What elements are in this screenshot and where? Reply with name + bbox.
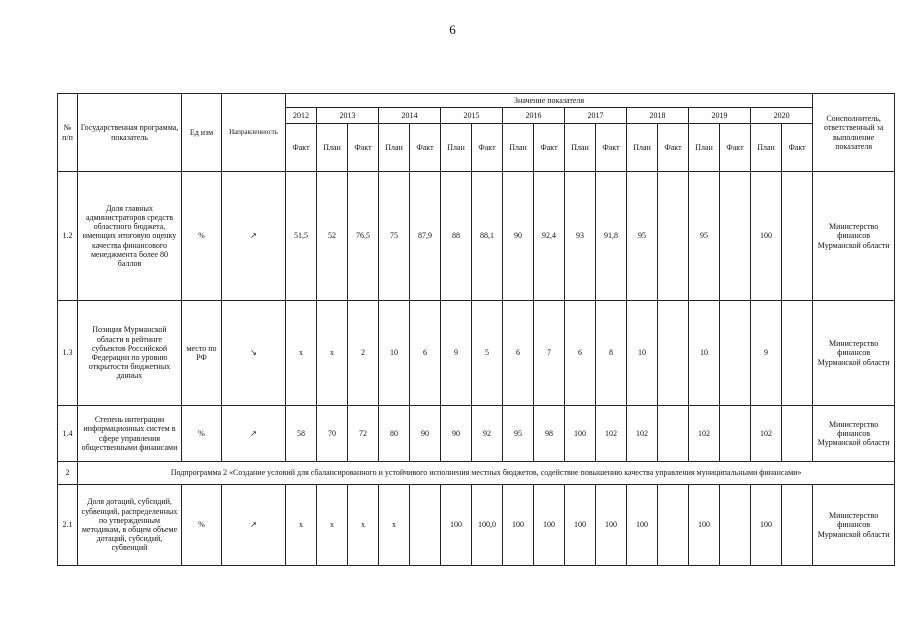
year-2013: 2013 xyxy=(317,108,379,124)
fact-2014: Факт xyxy=(410,124,441,172)
row-num: 2.1 xyxy=(58,485,78,566)
value-cell xyxy=(720,301,751,406)
arrow-up-right-icon: ↗ xyxy=(222,485,286,566)
page-number: 6 xyxy=(449,22,456,37)
header-program: Государственная программа, показатель xyxy=(78,94,182,172)
value-cell: 102 xyxy=(751,406,782,462)
value-cell: 10 xyxy=(689,301,720,406)
plan-2020: План xyxy=(751,124,782,172)
value-cell: x xyxy=(348,485,379,566)
value-cell: 51,5 xyxy=(286,172,317,301)
year-2015: 2015 xyxy=(441,108,503,124)
value-cell: 52 xyxy=(317,172,348,301)
value-cell: 72 xyxy=(348,406,379,462)
year-2012: 2012 xyxy=(286,108,317,124)
value-cell xyxy=(658,172,689,301)
unit-cell: место по РФ xyxy=(182,301,222,406)
row-num: 1.2 xyxy=(58,172,78,301)
value-cell: 10 xyxy=(379,301,410,406)
year-2018: 2018 xyxy=(627,108,689,124)
coexecutor-cell: Министерство финансов Мурманской области xyxy=(813,172,895,301)
value-cell: 2 xyxy=(348,301,379,406)
unit-cell: % xyxy=(182,485,222,566)
value-cell: 102 xyxy=(689,406,720,462)
value-cell: 91,8 xyxy=(596,172,627,301)
indicator-table xyxy=(57,93,895,566)
year-2020: 2020 xyxy=(751,108,813,124)
value-cell: 90 xyxy=(441,406,472,462)
row-num: 1.4 xyxy=(58,406,78,462)
unit-cell: % xyxy=(182,172,222,301)
value-cell xyxy=(782,301,813,406)
value-cell: 100 xyxy=(627,485,658,566)
value-cell: 100 xyxy=(441,485,472,566)
value-cell: 100 xyxy=(596,485,627,566)
plan-2015: План xyxy=(441,124,472,172)
value-cell: 75 xyxy=(379,172,410,301)
value-cell: 9 xyxy=(751,301,782,406)
indicator-name: Позиция Мурманской области в рейтинге субъектов Российской Федерации по уровню открытости бюджетных данных xyxy=(78,301,182,406)
value-cell: 93 xyxy=(565,172,596,301)
value-cell xyxy=(782,406,813,462)
value-cell: 100 xyxy=(689,485,720,566)
table-row xyxy=(58,301,895,406)
value-cell xyxy=(658,301,689,406)
fact-2013: Факт xyxy=(348,124,379,172)
fact-2017: Факт xyxy=(596,124,627,172)
value-cell: 102 xyxy=(627,406,658,462)
value-cell: 95 xyxy=(627,172,658,301)
value-cell: 8 xyxy=(596,301,627,406)
value-cell: 98 xyxy=(534,406,565,462)
value-cell: 70 xyxy=(317,406,348,462)
header-direction: Направленность xyxy=(222,94,286,172)
fact-2020: Факт xyxy=(782,124,813,172)
coexecutor-cell: Министерство финансов Мурманской области xyxy=(813,301,895,406)
plan-2013: План xyxy=(317,124,348,172)
indicator-name: Доля главных администраторов средств областного бюджета, имеющих итоговую оценку качества финансового менеджмента более 80 баллов xyxy=(78,172,182,301)
year-2016: 2016 xyxy=(503,108,565,124)
year-2017: 2017 xyxy=(565,108,627,124)
arrow-down-right-icon: ↘ xyxy=(222,301,286,406)
value-cell: 58 xyxy=(286,406,317,462)
table-row xyxy=(58,485,895,566)
value-cell: 95 xyxy=(503,406,534,462)
fact-2016: Факт xyxy=(534,124,565,172)
value-cell: 88 xyxy=(441,172,472,301)
value-cell: 100 xyxy=(534,485,565,566)
value-cell: 90 xyxy=(503,172,534,301)
year-2019: 2019 xyxy=(689,108,751,124)
plan-2019: План xyxy=(689,124,720,172)
arrow-up-right-icon: ↗ xyxy=(222,172,286,301)
value-cell xyxy=(410,485,441,566)
subprogram-title: Подпрограмма 2 «Создание условий для сбалансированного и устойчивого исполнения местных бюджетов, содействие повышению качества управления муниципальными финансами» xyxy=(78,462,895,485)
value-cell: 100 xyxy=(751,485,782,566)
table-row xyxy=(58,172,895,301)
value-cell xyxy=(782,172,813,301)
header-num: № п/п xyxy=(58,94,78,172)
table-row xyxy=(58,406,895,462)
value-cell: x xyxy=(317,485,348,566)
value-cell: 100 xyxy=(565,485,596,566)
value-cell xyxy=(720,485,751,566)
value-cell: 92 xyxy=(472,406,503,462)
fact-2018: Факт xyxy=(658,124,689,172)
value-cell xyxy=(720,172,751,301)
indicator-name: Степень интеграции информационных систем в сфере управления общественными финансами xyxy=(78,406,182,462)
arrow-up-right-icon: ↗ xyxy=(222,406,286,462)
header-coexecutor: Соисполнитель, ответственный за выполнение показателя xyxy=(813,94,895,172)
plan-2016: План xyxy=(503,124,534,172)
row-num: 1.3 xyxy=(58,301,78,406)
value-cell: x xyxy=(286,301,317,406)
value-cell: 88,1 xyxy=(472,172,503,301)
coexecutor-cell: Министерство финансов Мурманской области xyxy=(813,406,895,462)
value-cell: 95 xyxy=(689,172,720,301)
value-cell: 102 xyxy=(596,406,627,462)
indicator-name: Доля дотаций, субсидий, субвенций, распределенных по утвержденным методикам, в общем объеме дотаций, субсидий, субвенций xyxy=(78,485,182,566)
plan-2014: План xyxy=(379,124,410,172)
fact-2012: Факт xyxy=(286,124,317,172)
value-cell xyxy=(720,406,751,462)
value-cell: 100 xyxy=(565,406,596,462)
value-cell: 7 xyxy=(534,301,565,406)
value-cell: 6 xyxy=(565,301,596,406)
value-cell: x xyxy=(317,301,348,406)
value-cell: 90 xyxy=(410,406,441,462)
value-cell xyxy=(658,485,689,566)
value-cell: 100 xyxy=(751,172,782,301)
plan-2017: План xyxy=(565,124,596,172)
value-cell xyxy=(658,406,689,462)
fact-2015: Факт xyxy=(472,124,503,172)
value-cell: 10 xyxy=(627,301,658,406)
value-cell: 87,9 xyxy=(410,172,441,301)
plan-2018: План xyxy=(627,124,658,172)
header-unit: Ед изм xyxy=(182,94,222,172)
value-cell: x xyxy=(379,485,410,566)
value-cell: 92,4 xyxy=(534,172,565,301)
header-values-group: Значение показателя xyxy=(286,94,813,108)
value-cell: 6 xyxy=(503,301,534,406)
value-cell: 5 xyxy=(472,301,503,406)
subprogram-num: 2 xyxy=(58,462,78,485)
value-cell: 100,0 xyxy=(472,485,503,566)
value-cell: 76,5 xyxy=(348,172,379,301)
year-2014: 2014 xyxy=(379,108,441,124)
subprogram-row xyxy=(58,462,895,485)
value-cell xyxy=(782,485,813,566)
value-cell: 9 xyxy=(441,301,472,406)
fact-2019: Факт xyxy=(720,124,751,172)
value-cell: 6 xyxy=(410,301,441,406)
coexecutor-cell: Министерство финансов Мурманской области xyxy=(813,485,895,566)
unit-cell: % xyxy=(182,406,222,462)
value-cell: 80 xyxy=(379,406,410,462)
value-cell: 100 xyxy=(503,485,534,566)
value-cell: x xyxy=(286,485,317,566)
